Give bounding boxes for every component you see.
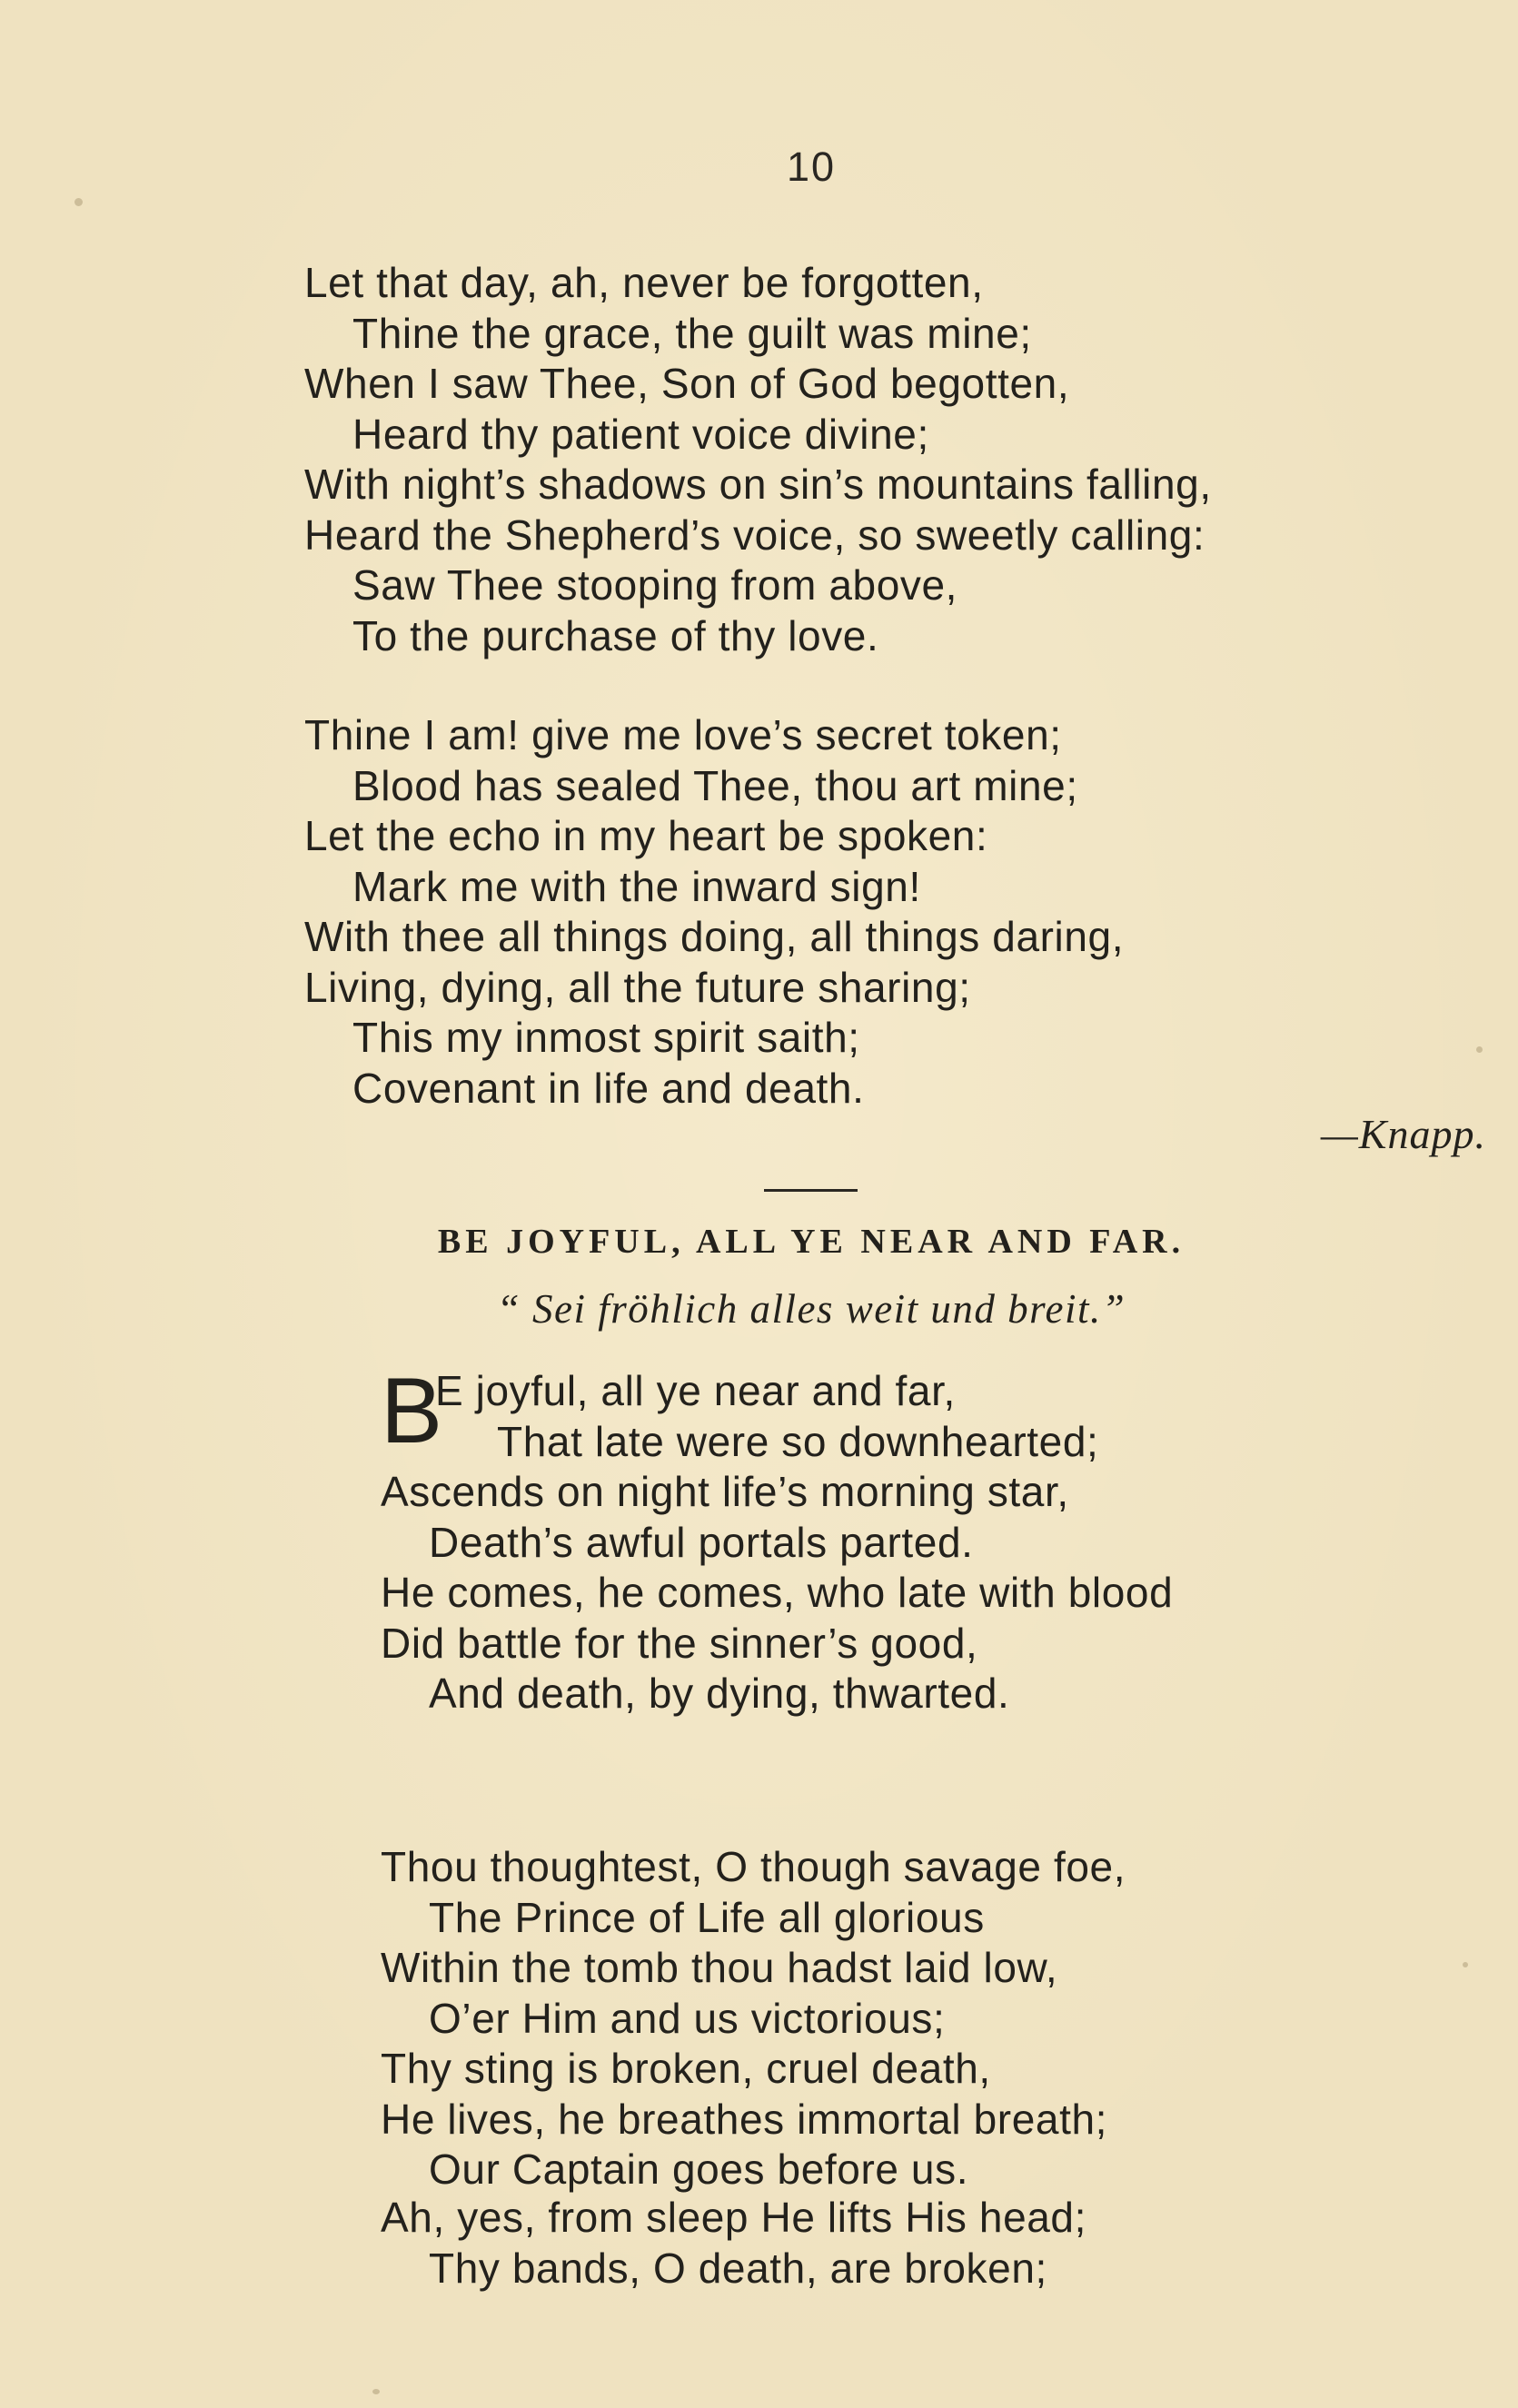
hymn-title: BE JOYFUL, ALL YE NEAR AND FAR. xyxy=(437,1223,1186,1261)
poem-line: With thee all things doing, all things daring, xyxy=(304,913,1125,960)
poem-line: With night’s shadows on sin’s mountains falling, xyxy=(304,461,1212,508)
poem-line: Did battle for the sinner’s good, xyxy=(381,1619,978,1667)
poem-line: Blood has sealed Thee, thou art mine; xyxy=(352,761,1078,809)
paper-speck xyxy=(74,198,83,206)
poem-line: This my inmost spirit saith; xyxy=(352,1014,860,1061)
hymn-subtitle: “ Sei fröhlich alles weit und breit.” xyxy=(496,1286,1126,1332)
poem-two-stanza-two xyxy=(381,1842,1126,2195)
poem-line: Thy bands, O death, are broken; xyxy=(429,2244,1047,2292)
author-attribution: —Knapp. xyxy=(1320,1111,1486,1157)
poem-line: Mark me with the inward sign! xyxy=(352,862,921,910)
poem-line: Saw Thee stooping from above, xyxy=(352,561,958,609)
poem-one-stanza-two xyxy=(304,710,1124,1114)
poem-line: Our Captain goes before us. xyxy=(429,2145,969,2193)
poem-line: Ascends on night life’s morning star, xyxy=(381,1468,1069,1515)
page-number: 10 xyxy=(786,144,837,190)
poem-line: Within the tomb thou hadst laid low, xyxy=(381,1944,1058,1991)
poem-line: Thy sting is broken, cruel death, xyxy=(381,2045,991,2092)
poem-line: He comes, he comes, who late with blood xyxy=(381,1569,1174,1616)
poem-line: That late were so downhearted; xyxy=(497,1417,1099,1465)
poem-line: Thine the grace, the guilt was mine; xyxy=(352,309,1032,357)
poem-line: E joyful, all ye near and far, xyxy=(435,1367,956,1414)
poem-line: He lives, he breathes immortal breath; xyxy=(381,2095,1108,2143)
poem-line: Heard thy patient voice divine; xyxy=(352,410,929,458)
poem-line: Living, dying, all the future sharing; xyxy=(304,963,971,1011)
paper-speck xyxy=(1476,1046,1483,1053)
poem-line: Covenant in life and death. xyxy=(352,1064,865,1112)
section-divider xyxy=(764,1189,858,1192)
poem-line: Ah, yes, from sleep He lifts His head; xyxy=(381,2194,1086,2241)
poem-two-stanza-one xyxy=(381,1359,1174,1719)
paper-speck xyxy=(372,2389,380,2394)
poem-line: Death’s awful portals parted. xyxy=(429,1518,974,1566)
poem-line: The Prince of Life all glorious xyxy=(429,1893,985,1941)
poem-one-stanza-one xyxy=(304,258,1212,661)
poem-line: To the purchase of thy love. xyxy=(352,611,879,659)
poem-line: When I saw Thee, Son of God begotten, xyxy=(304,360,1070,407)
poem-line: Heard the Shepherd’s voice, so sweetly calling: xyxy=(304,510,1205,559)
poem-line: Thine I am! give me love’s secret token; xyxy=(304,711,1062,758)
poem-line: O’er Him and us victorious; xyxy=(429,1994,946,2042)
poem-two-stanza-three xyxy=(381,2193,1086,2294)
poem-line: Let the echo in my heart be spoken: xyxy=(304,812,988,859)
drop-cap: B xyxy=(381,1359,443,1462)
poem-line: And death, by dying, thwarted. xyxy=(429,1670,1010,1717)
poem-line: Thou thoughtest, O though savage foe, xyxy=(381,1843,1126,1890)
paper-speck xyxy=(1463,1962,1468,1967)
poem-line: Let that day, ah, never be forgotten, xyxy=(304,259,984,306)
